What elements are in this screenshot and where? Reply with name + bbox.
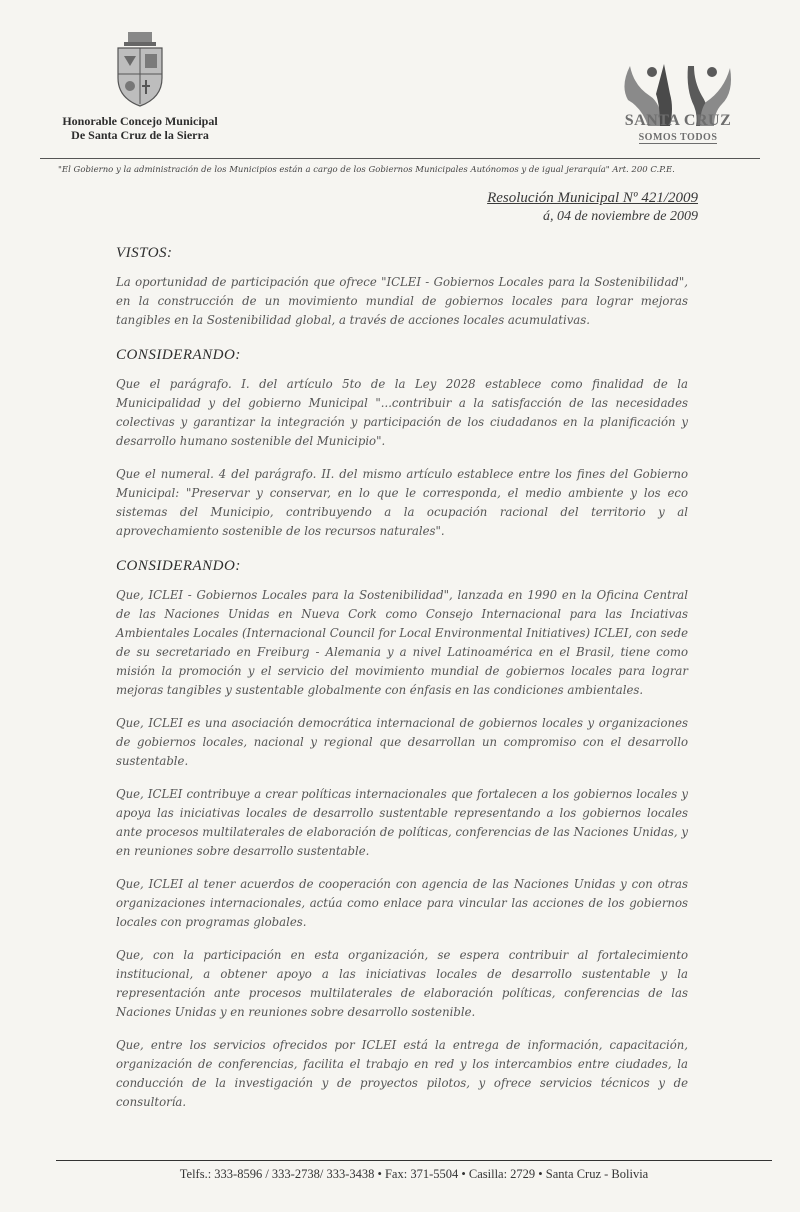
- paragraph: Que, ICLEI es una asociación democrática internacional de gobiernos locales y organizaciones de gobiernos locales, nacional y regional que desarrollan un compromiso con el desarrollo sustentable.: [116, 716, 688, 768]
- paragraph: Que, ICLEI contribuye a crear políticas internacionales que fortalecen a los gobiernos locales y apoya las iniciativas locales de desarrollo sustentable representando a los gobiernos locales ante procesos multilaterales de elaboración de políticas, conferencias de las Naciones Unidas, y en reuniones sobre desarrollo sustentable.: [116, 787, 688, 858]
- council-line-2: De Santa Cruz de la Sierra: [71, 128, 209, 142]
- brand-name: SANTA CRUZ: [624, 112, 732, 129]
- council-name: [40, 114, 240, 142]
- header-divider: [40, 158, 760, 159]
- resolution-date: á, 04 de noviembre de 2009: [543, 209, 698, 224]
- section-vistos: [116, 244, 688, 330]
- section-considerando-1: [116, 346, 688, 541]
- council-line-1: Honorable Concejo Municipal: [62, 114, 218, 128]
- brand-tagline: SOMOS TODOS: [638, 132, 718, 143]
- paragraph: La oportunidad de participación que ofrece "ICLEI - Gobiernos Locales para la Sostenibilidad", en la construcción de un movimiento mundial de gobiernos locales para lograr mejoras tangibles en la Sostenibilidad global, a través de acciones locales acumulativas.: [116, 275, 688, 327]
- paragraph: Que el numeral. 4 del parágrafo. II. del mismo artículo establece entre los fines del Gobierno Municipal: "Preservar y conservar, en lo que le corresponda, el medio ambiente y los eco sistemas del Municipio, contribuyendo a la ocupación racional del territorio y al aprovechamiento sostenible de los recursos naturales".: [116, 467, 688, 538]
- resolution-body: [116, 244, 688, 1126]
- resolution-title: Resolución Municipal Nº 421/2009: [487, 190, 698, 206]
- section-heading: VISTOS:: [116, 245, 173, 261]
- footer-contact: Telfs.: 333-8596 / 333-2738/ 333-3438 • Fax: 371-5504 • Casilla: 2729 • Santa Cruz - Bolivia: [179, 1167, 649, 1181]
- constitution-quote: "El Gobierno y la administración de los Municipios están a cargo de los Gobiernos Municipales Autónomos y de igual jerarquía" Art. 200 C.P.E.: [58, 165, 675, 175]
- paragraph: Que, entre los servicios ofrecidos por ICLEI está la entrega de información, capacitación, organización de conferencias, facilita el trabajo en red y los intercambios entre ciudades, la conducción de la investigación y de proyectos pilotos, y ofrece servicios técnicos y de consultoría.: [116, 1038, 688, 1109]
- paragraph: Que, con la participación en esta organización, se espera contribuir al fortalecimiento institucional, a obtener apoyo a las iniciativas locales de desarrollo sustentable y la representación ante procesos multilaterales de elaboración políticas, conferencias de las Naciones Unidas y en reuniones sobre desarrollo sostenible.: [116, 948, 688, 1019]
- paragraph: Que, ICLEI al tener acuerdos de cooperación con agencia de las Naciones Unidas y con otras organizaciones internacionales, actúa como enlace para vincular las acciones de los gobiernos locales con programas globales.: [116, 877, 688, 929]
- section-heading: CONSIDERANDO:: [116, 347, 241, 363]
- coat-of-arms-icon: [110, 30, 170, 110]
- footer-divider: [56, 1160, 772, 1161]
- paragraph: Que el parágrafo. I. del artículo 5to de la Ley 2028 establece como finalidad de la Municipalidad y del gobierno Municipal "...contribuir a la satisfacción de las necesidades colectivas y garantizar la integración y participación de los ciudadanos en la planificación y desarrollo humano sostenible del Municipio".: [116, 377, 688, 448]
- paragraph: Que, ICLEI - Gobiernos Locales para la Sostenibilidad", lanzada en 1990 en la Oficina Central de las Naciones Unidas en Nueva Cork como Consejo Internacional para las Inciativas Ambientales Locales (Internacional Council for Local Environmental Initiatives) ICLEI, con sede de su secretariado en Freiburg - Alemania y a nivel Latinoamérica en el Brasil, tiene como misión la promoción y el servicio del movimiento mundial de gobiernos locales para lograr mejoras tangibles y sustentable globalmente con énfasis en las condiciones ambientales.: [116, 588, 688, 697]
- section-considerando-2: [116, 557, 688, 1112]
- section-heading: CONSIDERANDO:: [116, 558, 241, 574]
